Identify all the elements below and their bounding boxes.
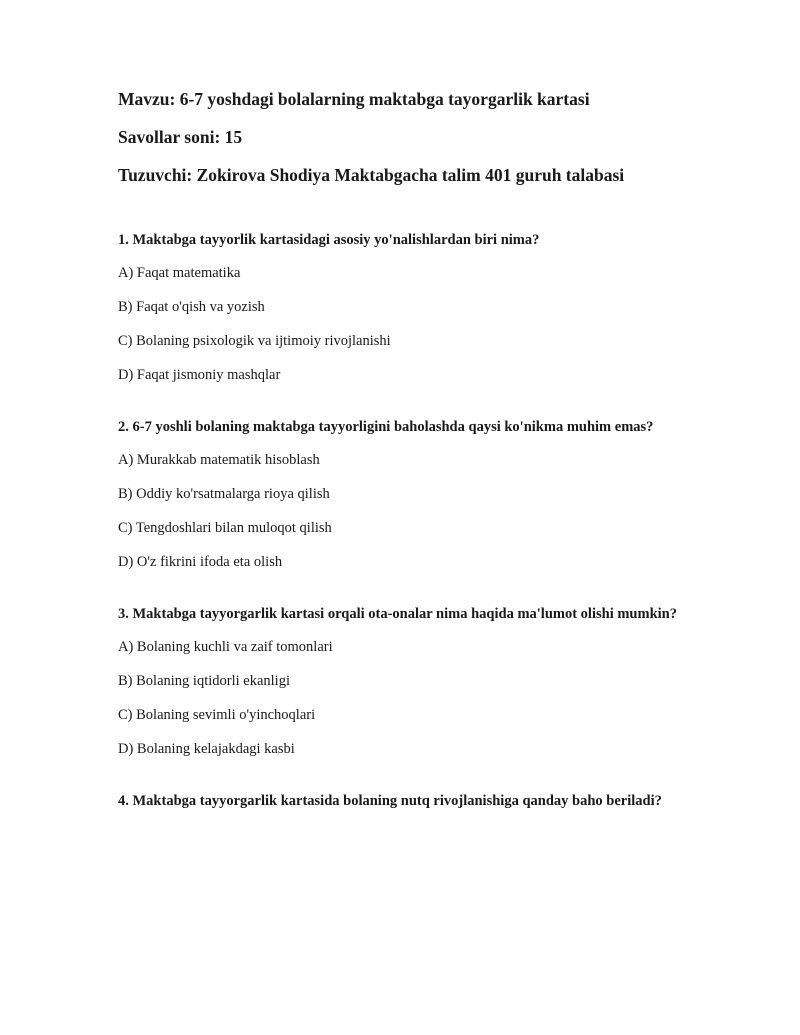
answer-option-c: C) Bolaning psixologik va ijtimoiy rivojlanishi: [118, 333, 391, 349]
question-4: [118, 791, 678, 812]
answer-option-c: C) Tengdoshlari bilan muloqot qilish: [118, 520, 332, 536]
question-text: 2. 6-7 yoshli bolaning maktabga tayyorligini baholashda qaysi ko'nikma muhim emas?: [118, 419, 654, 435]
answer-option-d: D) O'z fikrini ifoda eta olish: [118, 554, 283, 570]
question-count: Savollar soni: 15: [118, 127, 243, 147]
answer-option-b: B) Oddiy ko'rsatmalarga rioya qilish: [118, 486, 330, 502]
author-line: Tuzuvchi: Zokirova Shodiya Maktabgacha talim 401 guruh talabasi: [118, 165, 625, 185]
answer-option-d: D) Faqat jismoniy mashqlar: [118, 367, 281, 383]
question-3: [118, 604, 678, 759]
answer-option-a: A) Murakkab matematik hisoblash: [118, 452, 320, 468]
answer-option-a: A) Faqat matematika: [118, 265, 241, 281]
question-text: 3. Maktabga tayyorgarlik kartasi orqali ota-onalar nima haqida ma'lumot olishi mumkin?: [118, 606, 677, 622]
answer-option-b: B) Bolaning iqtidorli ekanligi: [118, 673, 290, 689]
answer-option-b: B) Faqat o'qish va yozish: [118, 299, 265, 315]
document-header: [118, 88, 678, 186]
question-text: 4. Maktabga tayyorgarlik kartasida bolaning nutq rivojlanishiga qanday baho beriladi?: [118, 793, 662, 809]
answer-option-c: C) Bolaning sevimli o'yinchoqlari: [118, 707, 316, 723]
topic-title: Mavzu: 6-7 yoshdagi bolalarning maktabga tayorgarlik kartasi: [118, 89, 590, 109]
document-page: [118, 88, 678, 844]
question-1: [118, 230, 678, 385]
answer-option-d: D) Bolaning kelajakdagi kasbi: [118, 741, 295, 757]
question-2: [118, 417, 678, 572]
question-text: 1. Maktabga tayyorlik kartasidagi asosiy yo'nalishlardan biri nima?: [118, 232, 540, 248]
answer-option-a: A) Bolaning kuchli va zaif tomonlari: [118, 639, 333, 655]
